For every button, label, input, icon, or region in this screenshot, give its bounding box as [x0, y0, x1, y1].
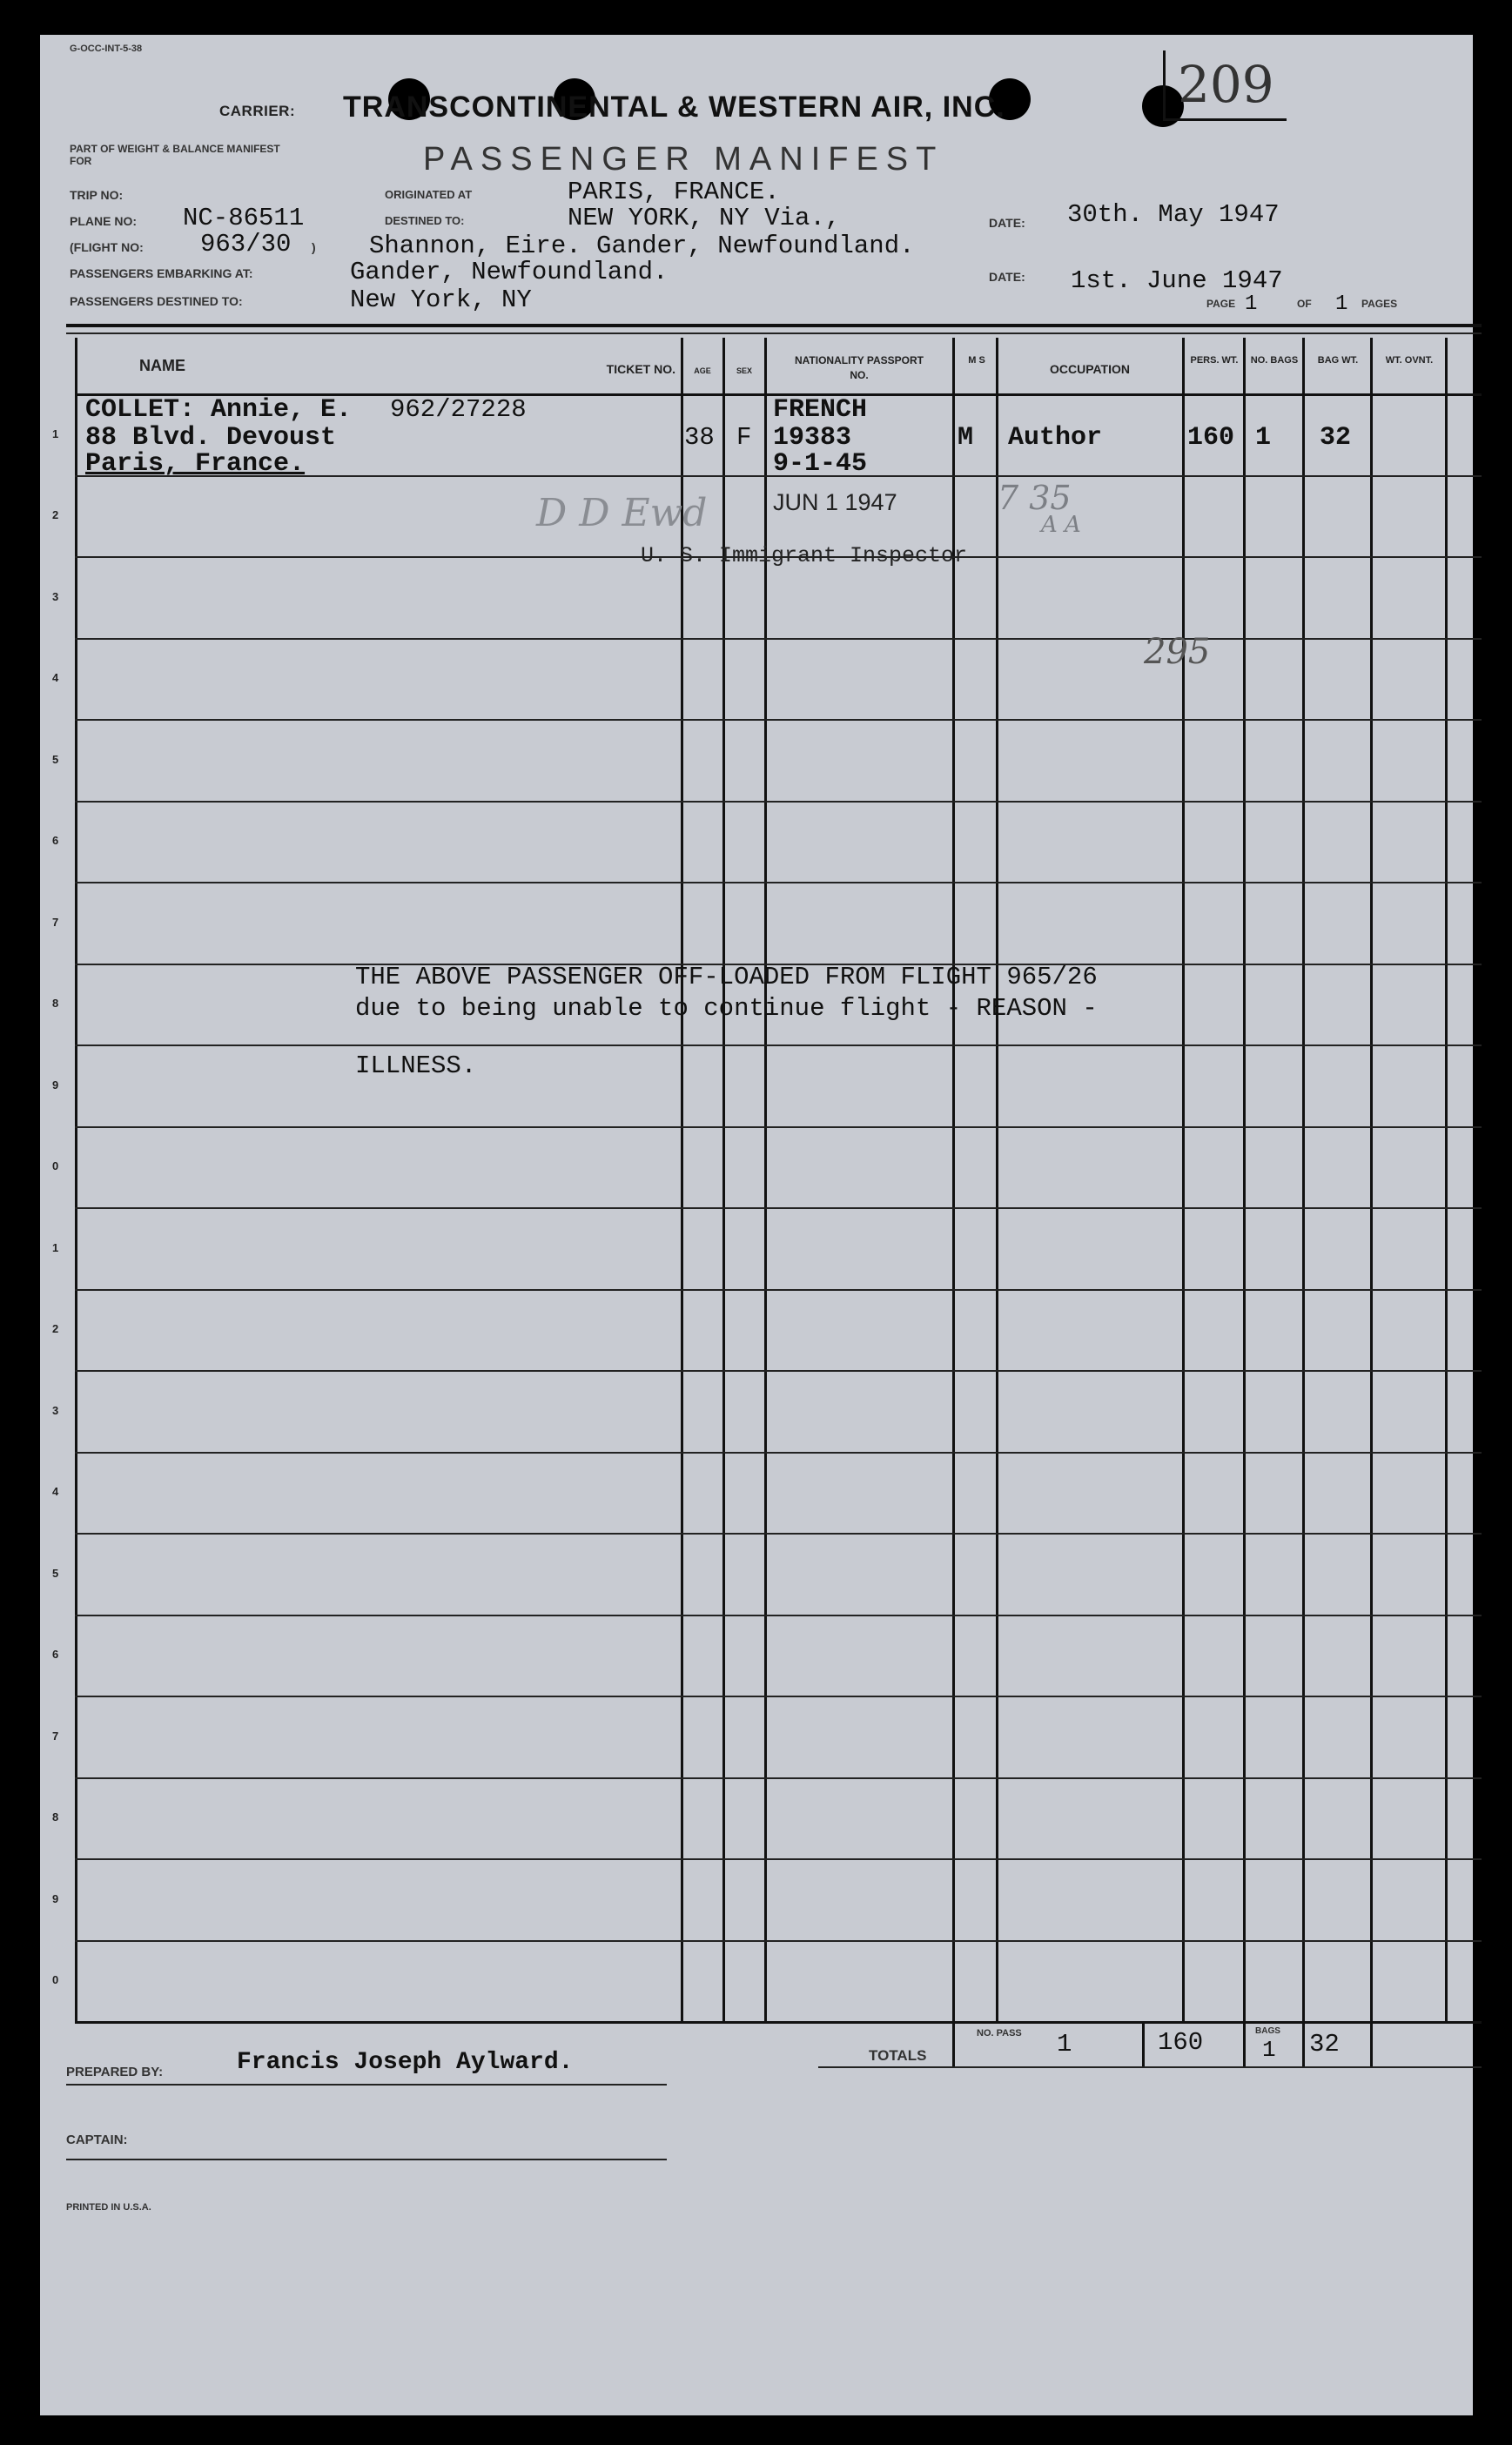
- col-ticket-header: TICKET NO.: [606, 362, 675, 376]
- row-rule: [75, 638, 1482, 640]
- carrier-label: CARRIER:: [219, 103, 296, 119]
- col-name-header: NAME: [139, 357, 185, 374]
- col-pers-wt-header: PERS. WT.: [1190, 355, 1239, 366]
- destined-pass-label: PASSENGERS DESTINED TO:: [70, 294, 243, 308]
- bags-label: BAGS: [1255, 2026, 1280, 2036]
- totals-bottom-rule: [818, 2066, 1482, 2068]
- row-rule: [75, 719, 1482, 721]
- embarking-label: PASSENGERS EMBARKING AT:: [70, 266, 253, 280]
- row-number: 3: [52, 590, 59, 603]
- row-number: 7: [52, 1730, 59, 1743]
- flight-no-label: (FLIGHT NO:: [70, 240, 144, 254]
- originated-value: PARIS, FRANCE.: [568, 178, 780, 206]
- column-divider: [764, 338, 767, 2021]
- col-ms-header: M S: [968, 355, 985, 366]
- hand-number: 295: [1144, 632, 1211, 672]
- form-code: G-OCC-INT-5-38: [70, 44, 143, 54]
- via-value: Shannon, Eire. Gander, Newfoundland.: [369, 232, 915, 260]
- destined-value: NEW YORK, NY Via.,: [568, 204, 841, 232]
- embarking-value: Gander, Newfoundland.: [350, 258, 669, 286]
- plane-no-label: PLANE NO:: [70, 214, 137, 228]
- totals-label: TOTALS: [869, 2047, 927, 2064]
- prepared-by-value: Francis Joseph Aylward.: [237, 2049, 574, 2076]
- column-divider: [722, 338, 725, 2021]
- row-number: 0: [52, 1159, 59, 1172]
- row-number: 5: [52, 1567, 59, 1580]
- row-rule: [75, 1940, 1482, 1942]
- row-number: 1: [52, 1241, 59, 1254]
- table-left-border: [75, 338, 77, 2021]
- row-number: 6: [52, 1648, 59, 1661]
- col-age-header: AGE: [694, 366, 711, 375]
- column-divider: [1243, 338, 1246, 2021]
- manifest-title: PASSENGER MANIFEST: [423, 141, 944, 178]
- captain-line: [66, 2159, 667, 2160]
- passenger-sex: F: [736, 423, 752, 452]
- totals-divider: [1302, 2021, 1305, 2066]
- table-top-rule: [66, 332, 1482, 334]
- total-passengers: 1: [1057, 2030, 1072, 2059]
- col-nationality-header: NATIONALITY PASSPORT NO.: [794, 354, 924, 381]
- row-number: 7: [52, 916, 59, 929]
- total-bag-weight: 32: [1309, 2030, 1340, 2059]
- captain-label: CAPTAIN:: [66, 2133, 128, 2147]
- column-divider: [1445, 338, 1448, 2021]
- remark-line-1: THE ABOVE PASSENGER OFF-LOADED FROM FLIGHT 965/26: [355, 963, 1098, 991]
- marital-status: M: [958, 423, 974, 453]
- destined-label: DESTINED TO:: [385, 214, 465, 227]
- inspector-title: U. S. Immigrant Inspector: [641, 543, 968, 568]
- row-rule: [75, 1533, 1482, 1535]
- occupation: Author: [1008, 423, 1103, 453]
- row-number: 5: [52, 753, 59, 766]
- column-divider: [681, 338, 683, 2021]
- column-divider: [1182, 338, 1185, 2021]
- passenger-city: Paris, France.: [85, 449, 306, 479]
- page-number: 1: [1245, 292, 1258, 316]
- inspector-signature: D D Ewd: [536, 491, 708, 535]
- totals-divider: [1243, 2021, 1246, 2066]
- row-number: 3: [52, 1404, 59, 1417]
- row-rule: [75, 1615, 1482, 1616]
- bag-weight: 32: [1320, 423, 1352, 453]
- no-pass-label: NO. PASS: [977, 2028, 1022, 2039]
- totals-top-rule: [75, 2021, 1482, 2024]
- row-rule: [75, 1126, 1482, 1128]
- plane-no-value: NC-86511: [183, 204, 305, 232]
- of-label: OF: [1297, 298, 1312, 310]
- hand-note-initials: A A: [1041, 512, 1081, 538]
- row-number: 4: [52, 671, 59, 684]
- row-number: 0: [52, 1973, 59, 1986]
- date1-label: DATE:: [989, 216, 1025, 230]
- passport-date: 9-1-45: [773, 449, 868, 479]
- row-rule: [75, 1370, 1482, 1372]
- column-divider: [952, 338, 955, 2021]
- remark-line-3: ILLNESS.: [355, 1051, 477, 1080]
- printed-label: PRINTED IN U.S.A.: [66, 2202, 151, 2213]
- date1-value: 30th. May 1947: [1067, 200, 1280, 229]
- totals-divider: [1370, 2021, 1373, 2066]
- row-rule: [75, 1858, 1482, 1860]
- prepared-by-line: [66, 2084, 667, 2086]
- col-occupation-header: OCCUPATION: [1049, 362, 1131, 376]
- table-top-rule: [66, 324, 1482, 327]
- row-number: 1: [52, 427, 59, 440]
- prepared-by-label: PREPARED BY:: [66, 2065, 164, 2079]
- row-number: 6: [52, 834, 59, 847]
- carrier-name: TRANSCONTINENTAL & WESTERN AIR, INC.: [343, 91, 1005, 124]
- row-rule: [75, 801, 1482, 803]
- column-divider: [1302, 338, 1305, 2021]
- manifest-sheet: [40, 35, 1473, 2415]
- row-number: 9: [52, 1078, 59, 1092]
- row-rule: [75, 1207, 1482, 1209]
- trip-no-label: TRIP NO:: [70, 188, 124, 202]
- pers-weight: 160: [1187, 423, 1235, 453]
- passport-number: 19383: [773, 423, 852, 453]
- column-divider: [1370, 338, 1373, 2021]
- originated-label: ORIGINATED AT: [385, 188, 473, 201]
- column-divider: [996, 338, 998, 2021]
- date2-value: 1st. June 1947: [1071, 266, 1283, 295]
- total-pers-weight: 160: [1158, 2028, 1204, 2057]
- total-bags: 1: [1262, 2037, 1276, 2063]
- row-rule: [75, 1044, 1482, 1046]
- row-number: 9: [52, 1892, 59, 1905]
- row-rule: [75, 1696, 1482, 1697]
- pages-label: PAGES: [1361, 298, 1398, 310]
- col-sex-header: SEX: [736, 366, 752, 375]
- remark-line-2: due to being unable to continue flight - REASON -: [355, 994, 1098, 1023]
- row-number: 8: [52, 1810, 59, 1824]
- totals-divider: [1142, 2021, 1145, 2066]
- totals-divider: [952, 2021, 955, 2066]
- row-rule: [75, 1289, 1482, 1291]
- col-bag-wt-header: BAG WT.: [1317, 355, 1359, 366]
- passenger-name: COLLET: Annie, E.: [85, 395, 353, 425]
- hand-note-time: 7 35: [998, 479, 1072, 517]
- document-number: 209: [1163, 50, 1287, 121]
- row-number: 4: [52, 1485, 59, 1498]
- col-no-bags-header: NO. BAGS: [1250, 355, 1299, 366]
- row-rule: [75, 882, 1482, 883]
- row-number: 8: [52, 997, 59, 1010]
- part-of-label: PART OF WEIGHT & BALANCE MANIFEST FOR: [70, 143, 280, 167]
- flight-no-value: 963/30: [200, 230, 292, 259]
- flight-no-close: ): [312, 240, 316, 254]
- stamp-date: JUN 1 1947: [773, 489, 897, 515]
- nationality: FRENCH: [773, 395, 868, 425]
- passenger-address: 88 Blvd. Devoust: [85, 423, 337, 453]
- col-wt-ovnt-header: WT. OVNT.: [1385, 355, 1434, 366]
- page-label: PAGE: [1206, 298, 1236, 310]
- ticket-number: 962/27228: [390, 395, 527, 424]
- row-rule: [75, 1777, 1482, 1779]
- passenger-age: 38: [684, 423, 715, 452]
- page-total: 1: [1335, 292, 1348, 316]
- date2-label: DATE:: [989, 270, 1025, 284]
- number-of-bags: 1: [1255, 423, 1272, 453]
- row-rule: [75, 1452, 1482, 1454]
- row-number: 2: [52, 1322, 59, 1335]
- row-number: 2: [52, 508, 59, 521]
- destined-pass-value: New York, NY: [350, 285, 532, 314]
